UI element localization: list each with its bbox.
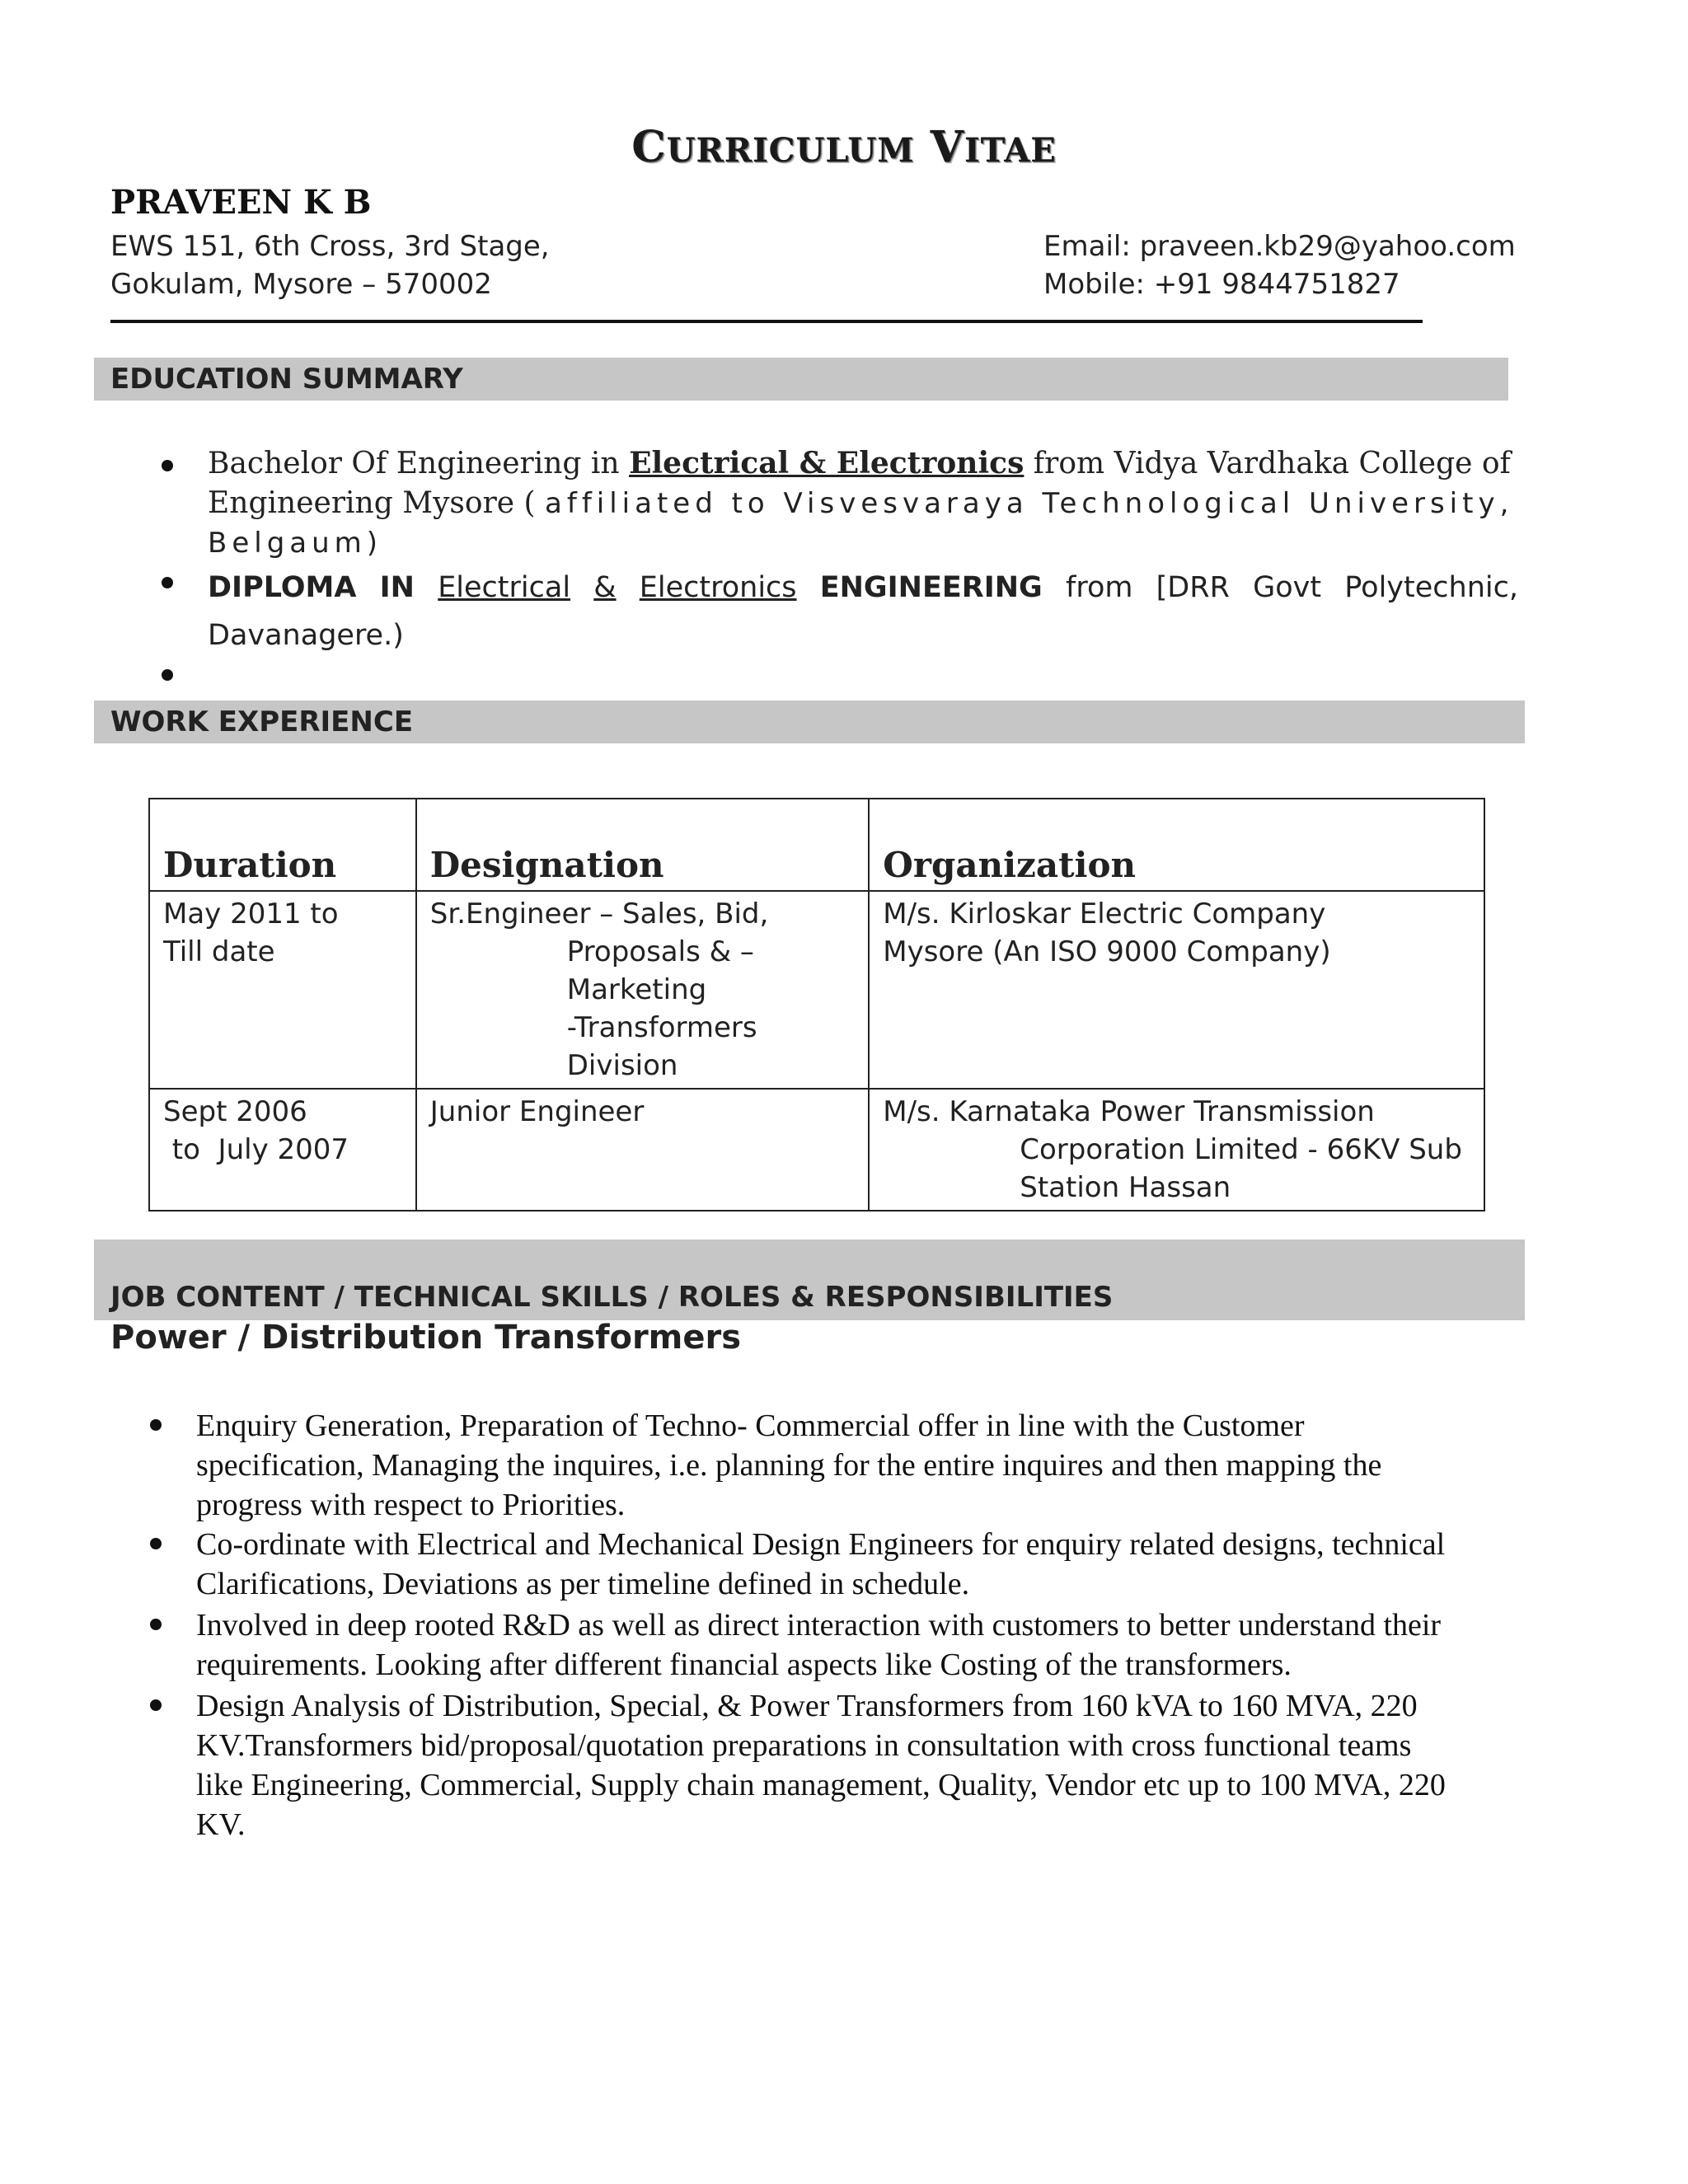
bullet-icon (162, 460, 173, 471)
email-text: Email: praveen.kb29@yahoo.com (1043, 230, 1516, 263)
column-header: Duration (149, 799, 416, 891)
work-section-heading: WORK EXPERIENCE (94, 701, 1525, 743)
bullet-icon (162, 669, 173, 681)
document-title: CURRICULUM VITAE (631, 122, 1057, 172)
bullet-icon (150, 1419, 162, 1431)
list-item: Co-ordinate with Electrical and Mechanical Design Engineers for enquiry related designs, technical Clarifications, Deviations as per timeline defined in schedule. (196, 1527, 1446, 1601)
column-header: Designation (416, 799, 870, 891)
table-row (149, 891, 1484, 1089)
bullet-icon (162, 577, 173, 588)
organization-cell: M/s. Karnataka Power Transmission Corporation Limited - 66KV Sub Station Hassan (869, 1089, 1484, 1211)
duration-cell: Sept 2006 to July 2007 (149, 1089, 416, 1211)
address-block (110, 227, 550, 303)
table-row (149, 1089, 1484, 1211)
list-item: Enquiry Generation, Preparation of Techno- Commercial offer in line with the Customer specification, Managing the inquires, i.e. planning for the entire inquires and then mapping the progress with respect to Priorities. (196, 1408, 1382, 1522)
contact-block (1043, 227, 1516, 303)
bullet-icon (150, 1619, 162, 1630)
designation-cell: Sr.Engineer – Sales, Bid, Proposals & – Marketing -Transformers Division (416, 891, 870, 1089)
education-item: DIPLOMA IN Electrical & Electronics ENGINEERING from [DRR Govt Polytechnic, Davanagere.) (208, 571, 1518, 652)
address-line: EWS 151, 6th Cross, 3rd Stage, (110, 230, 550, 263)
job-section-heading: JOB CONTENT / TECHNICAL SKILLS / ROLES & RESPONSIBILITIES (94, 1240, 1525, 1320)
degree-field: Electrical & Electronics (629, 446, 1025, 480)
job-subheading: Power / Distribution Transformers (110, 1319, 742, 1357)
duration-cell: May 2011 to Till date (149, 891, 416, 1089)
header-divider (110, 320, 1423, 323)
list-item: Involved in deep rooted R&D as well as direct interaction with customers to better understand their requirements. Looking after different financial aspects like Costing of the transformers. (196, 1608, 1442, 1682)
candidate-name: PRAVEEN K B (110, 183, 372, 222)
bullet-icon (150, 1538, 162, 1549)
address-line: Gokulam, Mysore – 570002 (110, 268, 492, 301)
column-header: Organization (869, 799, 1484, 891)
education-section-heading: EDUCATION SUMMARY (94, 358, 1508, 401)
work-experience-table (148, 798, 1485, 1212)
list-item: Design Analysis of Distribution, Special, & Power Transformers from 160 kVA to 160 MVA, 220 KV.Transformers bid/proposal/quotation preparations in consultation with cross functional teams like Engineering, Commercial, Supply chain management, Quality, Vendor etc up to 100 MVA, 220 KV. (196, 1689, 1446, 1842)
mobile-text: Mobile: +91 9844751827 (1043, 268, 1400, 301)
education-item: Bachelor Of Engineering in Electrical & Electronics from Vidya Vardhaka College of Engineering Mysore ( affiliated to Visvesvaraya Technological University, Belgaum) (208, 446, 1514, 560)
designation-cell: Junior Engineer (416, 1089, 870, 1211)
organization-cell: M/s. Kirloskar Electric Company Mysore (An ISO 9000 Company) (869, 891, 1484, 1089)
bullet-icon (150, 1699, 162, 1711)
table-header-row (149, 799, 1484, 891)
